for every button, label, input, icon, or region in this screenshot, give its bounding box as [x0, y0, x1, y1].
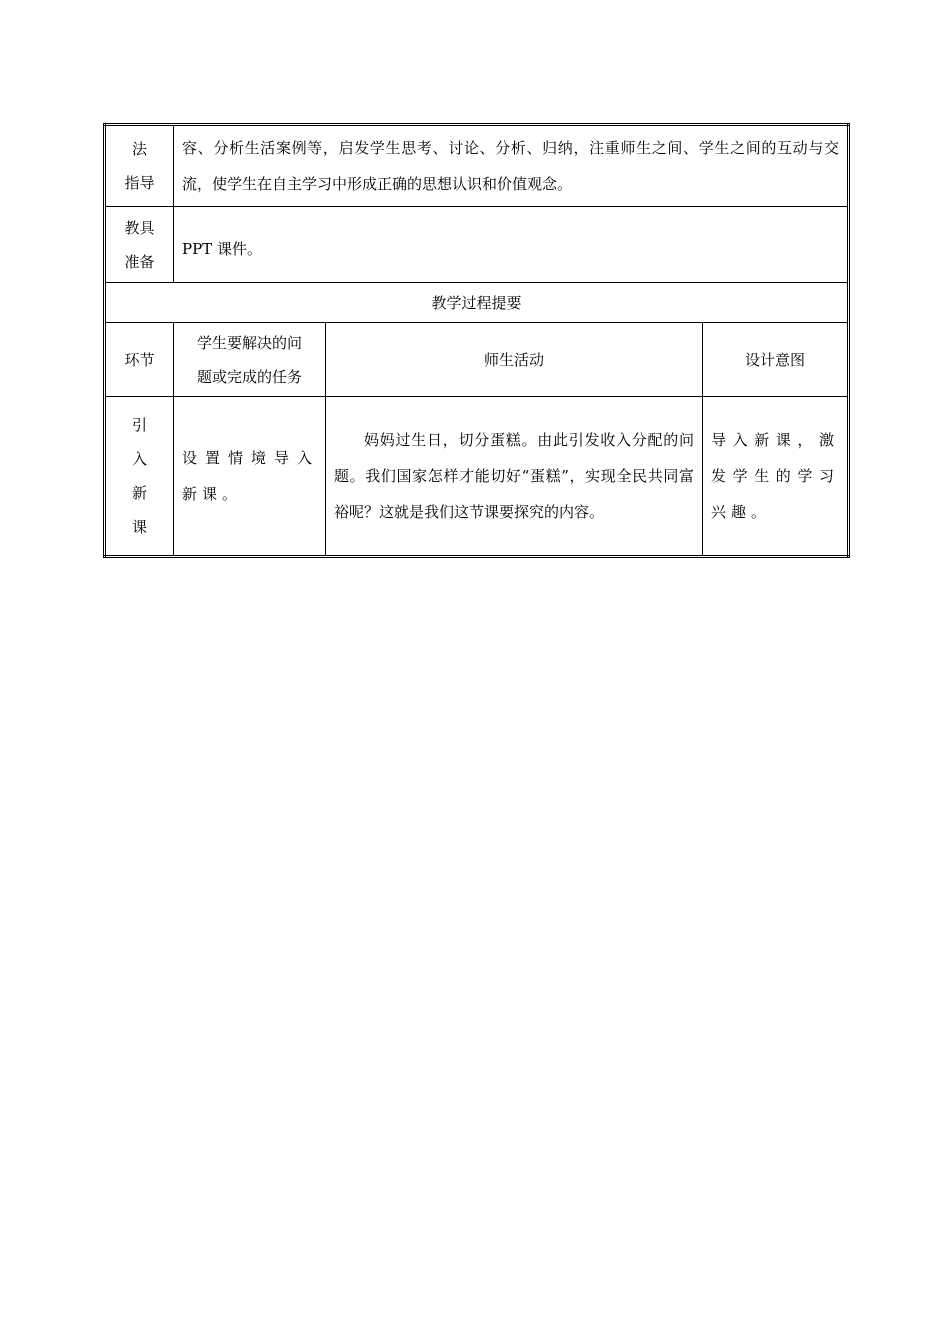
- header-stage: 环节: [105, 323, 174, 397]
- tools-label-line-1: 教具: [124, 218, 155, 237]
- header-task: [174, 323, 326, 397]
- teaching-tools-row: [105, 207, 849, 283]
- lesson-plan-table: [103, 123, 850, 558]
- task-cell: 设置情境导入新课。: [174, 397, 326, 557]
- tools-label: [105, 207, 174, 283]
- method-label-line-1: 法: [131, 140, 147, 158]
- method-content: 容、分析生活案例等，启发学生思考、讨论、分析、归纳，注重师生之间、学生之间的互动与交流，使学生在自主学习中形成正确的思想认识和价值观念。: [174, 125, 849, 207]
- process-title: 教学过程提要: [105, 283, 849, 323]
- method-label-line-2: 指导: [124, 174, 155, 192]
- table-row: [105, 397, 849, 557]
- column-header-row: [105, 323, 849, 397]
- stage-char: 入: [131, 450, 147, 468]
- method-label: [105, 125, 174, 207]
- method-guidance-row: [105, 125, 849, 207]
- stage-char: 新: [131, 484, 147, 502]
- header-task-line-1: 学生要解决的问: [196, 333, 302, 352]
- stage-char: 课: [131, 518, 147, 536]
- intent-cell: 导入新课，激发学生的学习兴趣。: [703, 397, 849, 557]
- header-task-line-2: 题或完成的任务: [196, 367, 302, 386]
- tools-content: PPT 课件。: [174, 207, 849, 283]
- header-intent: 设计意图: [703, 323, 849, 397]
- process-title-row: [105, 283, 849, 323]
- header-activity: 师生活动: [326, 323, 703, 397]
- stage-cell: [105, 397, 174, 557]
- activity-cell: 妈妈过生日，切分蛋糕。由此引发收入分配的问题。我们国家怎样才能切好“蛋糕”，实现全民共同富裕呢？这就是我们这节课要探究的内容。: [326, 397, 703, 557]
- tools-label-line-2: 准备: [124, 252, 155, 271]
- stage-char: 引: [131, 416, 147, 434]
